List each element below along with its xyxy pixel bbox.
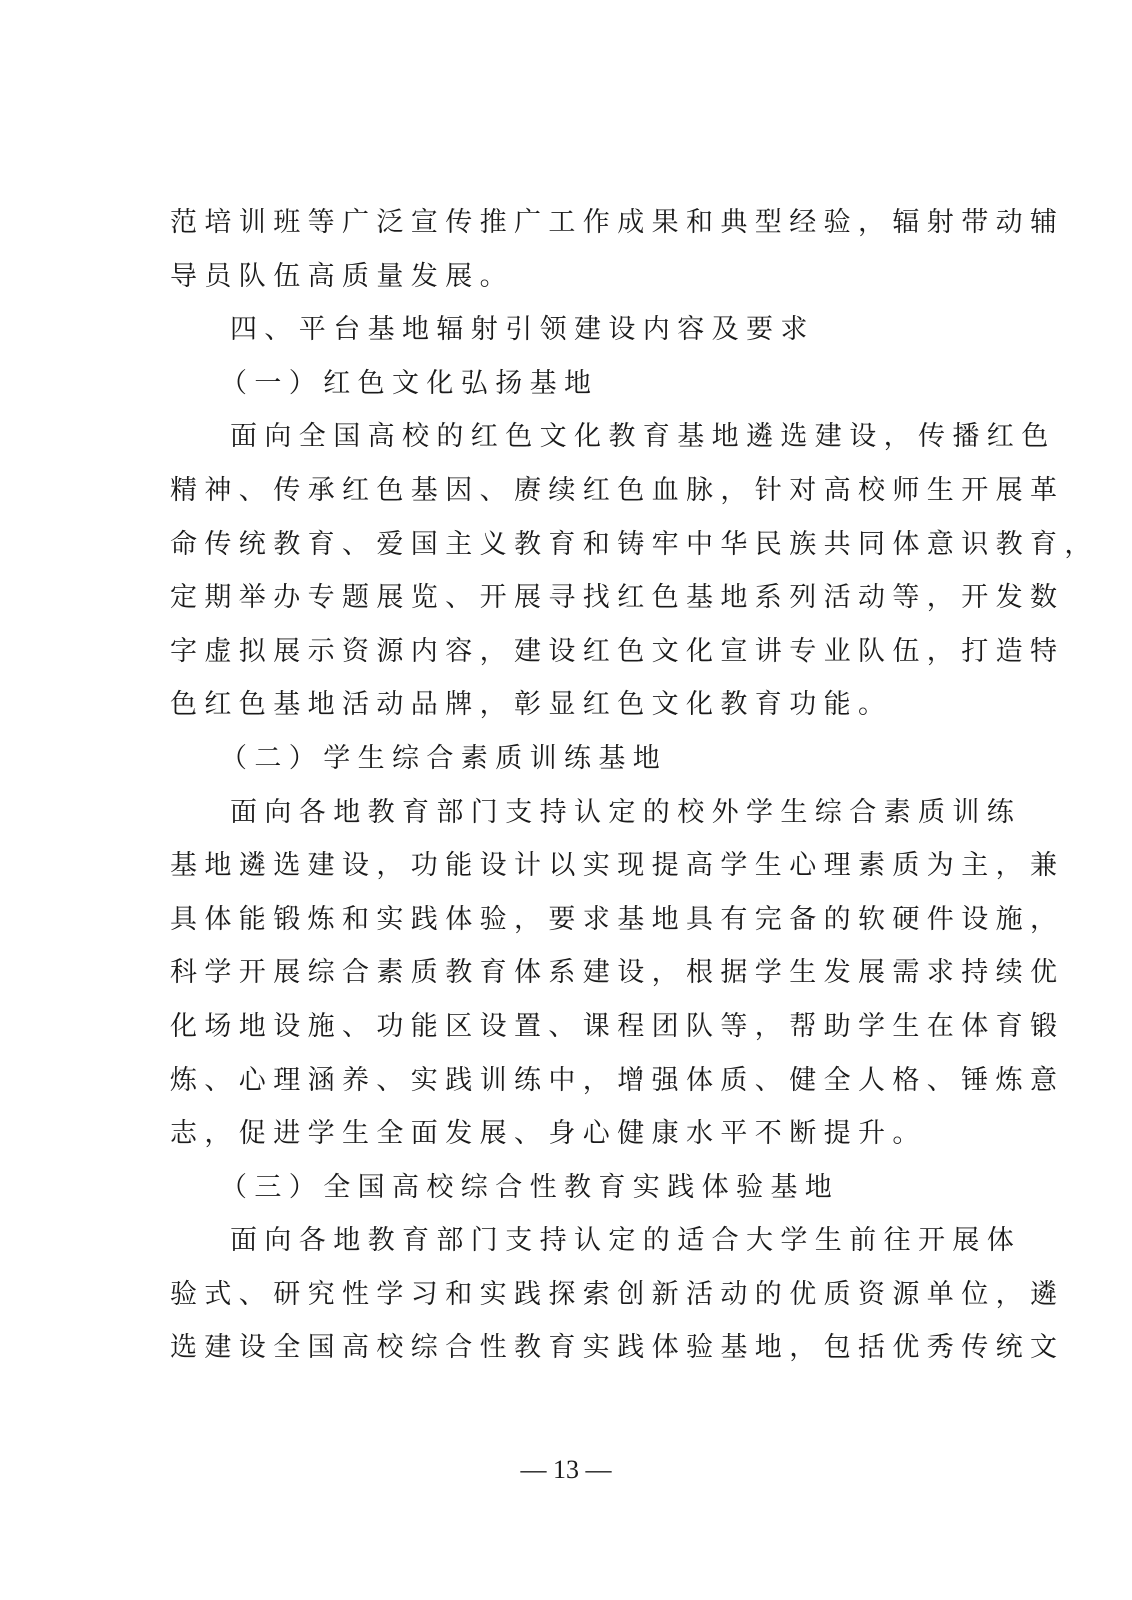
- paragraph-line: 范培训班等广泛宣传推广工作成果和典型经验，辐射带动辅: [170, 207, 1065, 238]
- subsection-heading: （三）全国高校综合性教育实践体验基地: [220, 1171, 840, 1203]
- paragraph-line: 具体能锻炼和实践体验，要求基地具有完备的软硬件设施，: [170, 903, 1065, 935]
- paragraph-line: 验式、研究性学习和实践探索创新活动的优质资源单位，遴: [170, 1278, 1065, 1310]
- paragraph-line: 面向各地教育部门支持认定的校外学生综合素质训练: [230, 796, 1022, 828]
- paragraph-line: 面向各地教育部门支持认定的适合大学生前往开展体: [230, 1225, 1022, 1257]
- paragraph-line: 志，促进学生全面发展、身心健康水平不断提升。: [170, 1118, 927, 1150]
- paragraph-line: 科学开展综合素质教育体系建设，根据学生发展需求持续优: [170, 957, 1065, 989]
- section-heading: 四、平台基地辐射引领建设内容及要求: [230, 314, 815, 346]
- subsection-heading: （一）红色文化弘扬基地: [220, 367, 599, 399]
- paragraph-line: 面向全国高校的红色文化教育基地遴选建设，传播红色: [230, 421, 1056, 453]
- subsection-heading: （二）学生综合素质训练基地: [220, 742, 668, 774]
- paragraph-line: 导员队伍高质量发展。: [170, 260, 514, 292]
- paragraph-line: 精神、传承红色基因、赓续红色血脉，针对高校师生开展革: [170, 474, 1065, 506]
- paragraph-line: 化场地设施、功能区设置、课程团队等，帮助学生在体育锻: [170, 1010, 1065, 1042]
- paragraph-line: 字虚拟展示资源内容，建设红色文化宣讲专业队伍，打造特: [170, 635, 1065, 667]
- paragraph-line: 选建设全国高校综合性教育实践体验基地，包括优秀传统文: [170, 1332, 1065, 1364]
- document-body: [170, 196, 1099, 1375]
- paragraph-line: 定期举办专题展览、开展寻找红色基地系列活动等，开发数: [170, 582, 1065, 614]
- paragraph-line: 命传统教育、爱国主义教育和铸牢中华民族共同体意识教育，: [170, 528, 1099, 560]
- paragraph-line: 色红色基地活动品牌，彰显红色文化教育功能。: [170, 689, 893, 721]
- paragraph-line: 基地遴选建设，功能设计以实现提高学生心理素质为主，兼: [170, 850, 1065, 882]
- page-number: — 13 —: [520, 1455, 612, 1484]
- paragraph-line: 炼、心理涵养、实践训练中，增强体质、健全人格、锤炼意: [170, 1064, 1065, 1096]
